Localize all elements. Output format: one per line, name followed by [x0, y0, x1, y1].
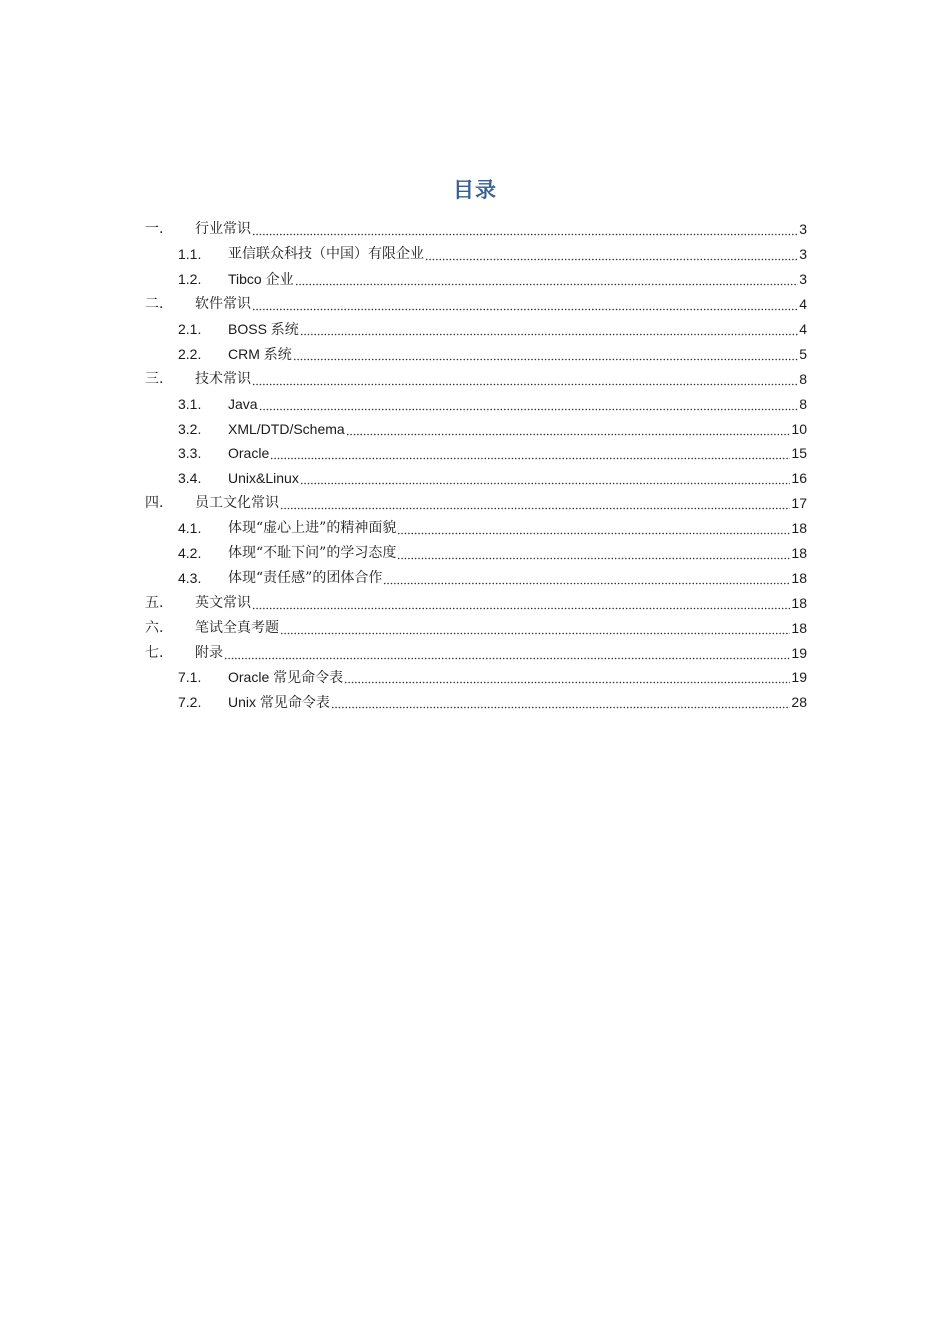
toc-entry-text: Tibco 企业: [228, 271, 294, 288]
toc-dot-leader: [331, 695, 791, 709]
toc-page-number: 3: [799, 221, 807, 238]
toc-entry[interactable]: [145, 292, 807, 317]
toc-entry-number: 4.2.: [178, 545, 202, 562]
toc-title: 目录: [453, 179, 497, 202]
toc-entry-number: 四.: [145, 495, 164, 512]
toc-dot-leader: [280, 496, 790, 510]
toc-entry-text: Java: [228, 395, 258, 412]
toc-dot-leader: [397, 546, 790, 560]
toc-entry-number: 一.: [145, 221, 164, 238]
toc-entry-number: 3.4.: [178, 470, 202, 487]
toc-page-number: 17: [791, 495, 807, 512]
toc-entry-text: CRM 系统: [228, 345, 292, 362]
toc-dot-leader: [293, 347, 798, 361]
toc-dot-leader: [270, 446, 790, 460]
toc-entry-text: Unix 常见命令表: [228, 694, 330, 711]
toc-dot-leader: [252, 596, 790, 610]
toc-entry[interactable]: [145, 217, 807, 242]
toc-dot-leader: [280, 621, 790, 635]
toc-entry-number: 六.: [145, 619, 164, 636]
toc-page-number: 4: [799, 296, 807, 313]
toc-entry-number: 1.2.: [178, 271, 202, 288]
toc-page-number: 3: [799, 271, 807, 288]
toc-page-number: 19: [791, 669, 807, 686]
toc-page-number: 18: [791, 619, 807, 636]
toc-entry-number: 3.2.: [178, 420, 202, 437]
toc-page-number: 18: [791, 594, 807, 611]
toc-entry-number: 3.1.: [178, 395, 202, 412]
toc-entry[interactable]: [145, 267, 807, 292]
toc-entry-text: 员工文化常识: [195, 495, 279, 512]
toc-entry-number: 七.: [145, 644, 164, 661]
toc-entry-text: 体现“虚心上进”的精神面貌: [228, 520, 397, 537]
toc-page-number: 16: [791, 470, 807, 487]
toc-dot-leader: [344, 670, 790, 684]
toc-entry-number: 4.1.: [178, 520, 202, 537]
toc-page-number: 18: [791, 545, 807, 562]
toc-dot-leader: [383, 571, 790, 585]
toc-page-number: 4: [799, 321, 807, 337]
toc-page-number: 15: [791, 445, 807, 462]
toc-list: [145, 217, 807, 715]
toc-entry-text: Unix&Linux: [228, 470, 299, 487]
toc-entry-text: 技术常识: [195, 370, 251, 387]
toc-entry[interactable]: [145, 690, 807, 715]
toc-entry-text: 体现“不耻下问”的学习态度: [228, 545, 397, 562]
toc-entry-number: 2.2.: [178, 345, 202, 362]
toc-entry-number: 2.1.: [178, 321, 202, 337]
toc-page-number: 19: [791, 644, 807, 661]
toc-entry-text: 亚信联众科技（中国）有限企业: [228, 246, 424, 263]
toc-page-number: 3: [799, 246, 807, 263]
toc-page-number: 8: [799, 395, 807, 412]
toc-dot-leader: [252, 372, 798, 386]
toc-entry[interactable]: [145, 242, 807, 267]
toc-entry[interactable]: [145, 516, 807, 541]
toc-dot-leader: [397, 521, 790, 535]
toc-entry[interactable]: [145, 615, 807, 640]
toc-dot-leader: [300, 322, 798, 336]
toc-entry[interactable]: [145, 441, 807, 466]
toc-dot-leader: [346, 422, 791, 436]
toc-entry[interactable]: [145, 341, 807, 366]
toc-entry-text: 软件常识: [195, 296, 251, 313]
toc-entry-number: 4.3.: [178, 569, 202, 586]
toc-entry[interactable]: [145, 590, 807, 615]
toc-entry-text: 附录: [195, 644, 223, 661]
toc-dot-leader: [252, 222, 798, 236]
toc-page-number: 28: [791, 694, 807, 711]
toc-entry-number: 三.: [145, 370, 164, 387]
toc-entry[interactable]: [145, 317, 807, 342]
toc-entry-text: 体现“责任感”的团体合作: [228, 569, 383, 586]
toc-page-number: 18: [791, 520, 807, 537]
toc-entry[interactable]: [145, 391, 807, 416]
toc-entry-text: Oracle 常见命令表: [228, 669, 344, 686]
toc-entry-text: BOSS 系统: [228, 321, 299, 337]
toc-page-number: 18: [791, 569, 807, 586]
toc-dot-leader: [259, 397, 799, 411]
toc-entry-number: 五.: [145, 594, 164, 611]
toc-dot-leader: [295, 272, 799, 286]
toc-page-number: 5: [799, 345, 807, 362]
toc-entry[interactable]: [145, 541, 807, 566]
toc-dot-leader: [224, 646, 790, 660]
toc-entry-text: 行业常识: [195, 221, 251, 238]
toc-entry[interactable]: [145, 640, 807, 665]
toc-entry-text: Oracle: [228, 445, 270, 462]
toc-entry[interactable]: [145, 416, 807, 441]
toc-entry-text: 英文常识: [195, 594, 251, 611]
toc-entry[interactable]: [145, 366, 807, 391]
toc-page-number: 8: [799, 370, 807, 387]
toc-entry[interactable]: [145, 565, 807, 590]
toc-entry[interactable]: [145, 491, 807, 516]
toc-dot-leader: [300, 471, 791, 485]
toc-entry-text: XML/DTD/Schema: [228, 420, 345, 437]
toc-entry-number: 7.1.: [178, 669, 202, 686]
toc-entry-number: 3.3.: [178, 445, 202, 462]
toc-entry-number: 1.1.: [178, 246, 202, 263]
toc-entry[interactable]: [145, 466, 807, 491]
toc-entry[interactable]: [145, 665, 807, 690]
toc-page-number: 10: [791, 420, 807, 437]
toc-dot-leader: [425, 247, 798, 261]
toc-entry-text: 笔试全真考题: [195, 619, 279, 636]
toc-entry-number: 7.2.: [178, 694, 202, 711]
toc-dot-leader: [252, 297, 798, 311]
toc-entry-number: 二.: [145, 296, 164, 313]
